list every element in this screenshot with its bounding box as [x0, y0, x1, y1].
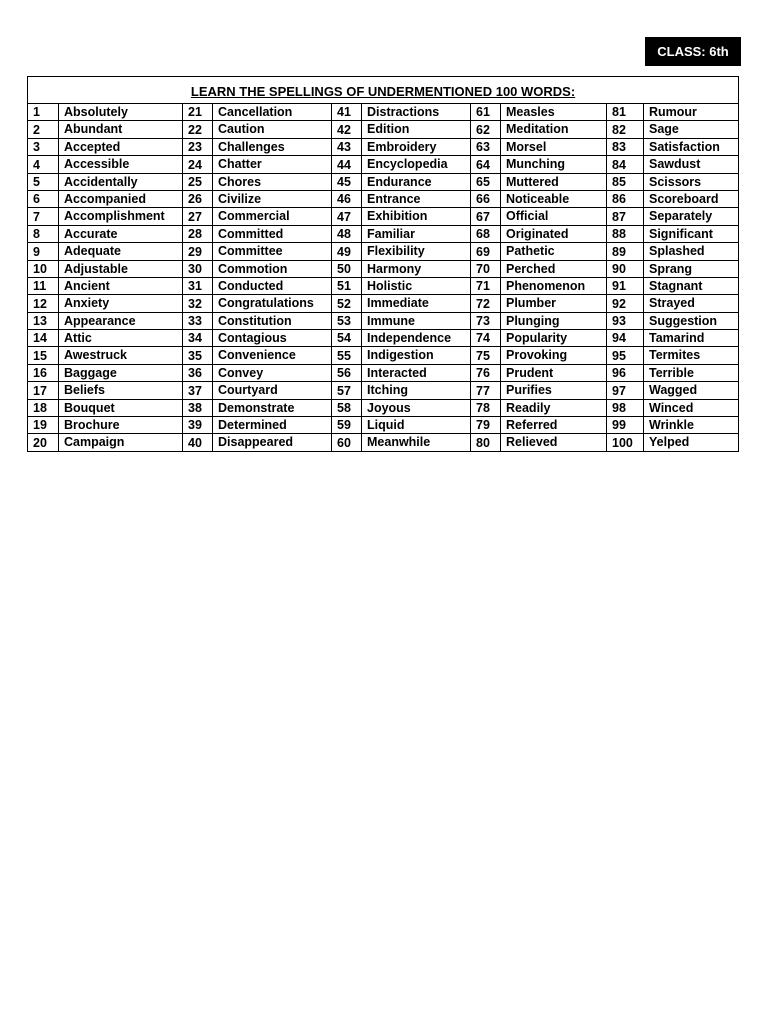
spelling-word: Scoreboard	[644, 190, 739, 207]
word-number: 72	[471, 295, 501, 312]
word-number: 93	[607, 312, 644, 329]
word-number: 17	[28, 382, 59, 399]
word-number: 62	[471, 121, 501, 138]
word-number: 96	[607, 364, 644, 381]
word-number: 22	[183, 121, 213, 138]
spelling-word: Harmony	[362, 260, 471, 277]
word-number: 40	[183, 434, 213, 451]
spelling-word: Exhibition	[362, 208, 471, 225]
word-number: 4	[28, 156, 59, 173]
word-number: 31	[183, 277, 213, 294]
word-number: 13	[28, 312, 59, 329]
word-number: 85	[607, 173, 644, 190]
table-row	[28, 156, 739, 173]
spelling-word: Anxiety	[59, 295, 183, 312]
spelling-words-table	[27, 76, 739, 452]
spelling-word: Prudent	[501, 364, 607, 381]
word-number: 88	[607, 225, 644, 242]
word-number: 52	[332, 295, 362, 312]
spelling-word: Committed	[213, 225, 332, 242]
spelling-word: Absolutely	[59, 104, 183, 121]
word-number: 14	[28, 330, 59, 347]
spelling-word: Measles	[501, 104, 607, 121]
spelling-word: Liquid	[362, 417, 471, 434]
word-number: 33	[183, 312, 213, 329]
word-number: 35	[183, 347, 213, 364]
spelling-word: Indigestion	[362, 347, 471, 364]
word-number: 5	[28, 173, 59, 190]
spelling-word: Referred	[501, 417, 607, 434]
word-number: 2	[28, 121, 59, 138]
table-row	[28, 190, 739, 207]
spelling-word: Phenomenon	[501, 277, 607, 294]
word-number: 97	[607, 382, 644, 399]
spelling-word: Edition	[362, 121, 471, 138]
word-number: 10	[28, 260, 59, 277]
spelling-word: Independence	[362, 330, 471, 347]
spelling-word: Munching	[501, 156, 607, 173]
spelling-word: Convey	[213, 364, 332, 381]
spelling-word: Brochure	[59, 417, 183, 434]
spelling-word: Accurate	[59, 225, 183, 242]
word-number: 39	[183, 417, 213, 434]
word-number: 41	[332, 104, 362, 121]
spelling-word: Conducted	[213, 277, 332, 294]
word-number: 21	[183, 104, 213, 121]
word-number: 80	[471, 434, 501, 451]
spelling-word: Caution	[213, 121, 332, 138]
spelling-word: Plunging	[501, 312, 607, 329]
spelling-word: Encyclopedia	[362, 156, 471, 173]
spelling-word: Commotion	[213, 260, 332, 277]
word-number: 38	[183, 399, 213, 416]
word-number: 77	[471, 382, 501, 399]
word-number: 32	[183, 295, 213, 312]
spelling-word: Abundant	[59, 121, 183, 138]
word-number: 95	[607, 347, 644, 364]
word-number: 60	[332, 434, 362, 451]
spelling-word: Scissors	[644, 173, 739, 190]
spelling-word: Perched	[501, 260, 607, 277]
table-row	[28, 295, 739, 312]
spelling-word: Demonstrate	[213, 399, 332, 416]
word-number: 44	[332, 156, 362, 173]
table-row	[28, 104, 739, 121]
word-number: 82	[607, 121, 644, 138]
spelling-word: Flexibility	[362, 243, 471, 260]
spelling-word: Termites	[644, 347, 739, 364]
word-number: 3	[28, 138, 59, 155]
table-row	[28, 347, 739, 364]
spelling-word: Readily	[501, 399, 607, 416]
spelling-word: Entrance	[362, 190, 471, 207]
table-row	[28, 243, 739, 260]
spelling-word: Determined	[213, 417, 332, 434]
spelling-word: Suggestion	[644, 312, 739, 329]
word-number: 55	[332, 347, 362, 364]
spelling-word: Yelped	[644, 434, 739, 451]
word-number: 54	[332, 330, 362, 347]
spelling-word: Stagnant	[644, 277, 739, 294]
word-number: 46	[332, 190, 362, 207]
spelling-word: Distractions	[362, 104, 471, 121]
word-number: 66	[471, 190, 501, 207]
spelling-word: Congratulations	[213, 295, 332, 312]
spelling-word: Terrible	[644, 364, 739, 381]
word-number: 86	[607, 190, 644, 207]
table-row	[28, 277, 739, 294]
spelling-word: Pathetic	[501, 243, 607, 260]
spelling-word: Interacted	[362, 364, 471, 381]
word-number: 63	[471, 138, 501, 155]
word-number: 87	[607, 208, 644, 225]
word-number: 36	[183, 364, 213, 381]
table-row	[28, 399, 739, 416]
spelling-word: Cancellation	[213, 104, 332, 121]
spelling-word: Meanwhile	[362, 434, 471, 451]
word-number: 26	[183, 190, 213, 207]
spelling-word: Awestruck	[59, 347, 183, 364]
spelling-word: Relieved	[501, 434, 607, 451]
spelling-word: Accompanied	[59, 190, 183, 207]
spelling-word: Splashed	[644, 243, 739, 260]
word-number: 15	[28, 347, 59, 364]
spelling-word: Accepted	[59, 138, 183, 155]
word-number: 37	[183, 382, 213, 399]
word-number: 69	[471, 243, 501, 260]
spelling-word: Constitution	[213, 312, 332, 329]
spelling-word: Holistic	[362, 277, 471, 294]
spelling-word: Accessible	[59, 156, 183, 173]
word-number: 34	[183, 330, 213, 347]
word-number: 81	[607, 104, 644, 121]
word-number: 59	[332, 417, 362, 434]
word-number: 100	[607, 434, 644, 451]
word-number: 48	[332, 225, 362, 242]
word-number: 7	[28, 208, 59, 225]
word-number: 28	[183, 225, 213, 242]
spelling-word: Commercial	[213, 208, 332, 225]
word-number: 68	[471, 225, 501, 242]
spelling-word: Provoking	[501, 347, 607, 364]
word-number: 92	[607, 295, 644, 312]
word-number: 53	[332, 312, 362, 329]
table-title-row	[28, 77, 739, 104]
table-row	[28, 138, 739, 155]
spelling-word: Campaign	[59, 434, 183, 451]
spelling-word: Sawdust	[644, 156, 739, 173]
table-row	[28, 225, 739, 242]
word-number: 98	[607, 399, 644, 416]
word-number: 70	[471, 260, 501, 277]
table-row	[28, 417, 739, 434]
spelling-word: Chatter	[213, 156, 332, 173]
word-number: 11	[28, 277, 59, 294]
table-row	[28, 312, 739, 329]
table-row	[28, 260, 739, 277]
word-number: 25	[183, 173, 213, 190]
spelling-word: Beliefs	[59, 382, 183, 399]
spelling-word: Purifies	[501, 382, 607, 399]
spelling-word: Appearance	[59, 312, 183, 329]
word-number: 65	[471, 173, 501, 190]
spelling-word: Popularity	[501, 330, 607, 347]
spelling-word: Attic	[59, 330, 183, 347]
table-body	[28, 104, 739, 452]
spelling-word: Convenience	[213, 347, 332, 364]
spelling-word: Rumour	[644, 104, 739, 121]
spelling-word: Significant	[644, 225, 739, 242]
word-number: 6	[28, 190, 59, 207]
word-number: 19	[28, 417, 59, 434]
word-number: 64	[471, 156, 501, 173]
spelling-word: Wagged	[644, 382, 739, 399]
spelling-word: Plumber	[501, 295, 607, 312]
word-number: 9	[28, 243, 59, 260]
table-row	[28, 382, 739, 399]
word-number: 49	[332, 243, 362, 260]
table-title: LEARN THE SPELLINGS OF UNDERMENTIONED 100 WORDS:	[28, 77, 739, 104]
word-number: 84	[607, 156, 644, 173]
word-number: 79	[471, 417, 501, 434]
spelling-word: Contagious	[213, 330, 332, 347]
word-number: 94	[607, 330, 644, 347]
table-row	[28, 208, 739, 225]
word-number: 58	[332, 399, 362, 416]
spelling-word: Bouquet	[59, 399, 183, 416]
word-number: 89	[607, 243, 644, 260]
word-number: 50	[332, 260, 362, 277]
spelling-word: Morsel	[501, 138, 607, 155]
spelling-word: Adequate	[59, 243, 183, 260]
spelling-word: Muttered	[501, 173, 607, 190]
spelling-word: Embroidery	[362, 138, 471, 155]
word-number: 18	[28, 399, 59, 416]
spelling-word: Adjustable	[59, 260, 183, 277]
spelling-word: Separately	[644, 208, 739, 225]
spelling-word: Disappeared	[213, 434, 332, 451]
word-number: 30	[183, 260, 213, 277]
word-number: 73	[471, 312, 501, 329]
word-number: 8	[28, 225, 59, 242]
word-number: 75	[471, 347, 501, 364]
spelling-word: Official	[501, 208, 607, 225]
table-row	[28, 434, 739, 451]
spelling-word: Challenges	[213, 138, 332, 155]
word-number: 29	[183, 243, 213, 260]
table-row	[28, 173, 739, 190]
spelling-word: Tamarind	[644, 330, 739, 347]
word-number: 27	[183, 208, 213, 225]
word-number: 1	[28, 104, 59, 121]
word-number: 20	[28, 434, 59, 451]
spelling-word: Noticeable	[501, 190, 607, 207]
spelling-word: Satisfaction	[644, 138, 739, 155]
word-number: 47	[332, 208, 362, 225]
spelling-word: Strayed	[644, 295, 739, 312]
word-number: 42	[332, 121, 362, 138]
spelling-word: Immediate	[362, 295, 471, 312]
spelling-word: Chores	[213, 173, 332, 190]
spelling-word: Immune	[362, 312, 471, 329]
word-number: 91	[607, 277, 644, 294]
word-number: 76	[471, 364, 501, 381]
spelling-word: Endurance	[362, 173, 471, 190]
table-row	[28, 364, 739, 381]
word-number: 61	[471, 104, 501, 121]
spelling-word: Sage	[644, 121, 739, 138]
word-number: 67	[471, 208, 501, 225]
spelling-word: Itching	[362, 382, 471, 399]
word-number: 45	[332, 173, 362, 190]
word-number: 12	[28, 295, 59, 312]
word-number: 57	[332, 382, 362, 399]
word-number: 51	[332, 277, 362, 294]
class-badge: CLASS: 6th	[645, 37, 741, 66]
word-number: 16	[28, 364, 59, 381]
spelling-word: Accidentally	[59, 173, 183, 190]
spelling-word: Originated	[501, 225, 607, 242]
word-number: 71	[471, 277, 501, 294]
table-row	[28, 121, 739, 138]
spelling-word: Courtyard	[213, 382, 332, 399]
spelling-word: Civilize	[213, 190, 332, 207]
spelling-word: Winced	[644, 399, 739, 416]
spelling-word: Accomplishment	[59, 208, 183, 225]
word-number: 56	[332, 364, 362, 381]
word-number: 24	[183, 156, 213, 173]
spelling-word: Committee	[213, 243, 332, 260]
spelling-word: Familiar	[362, 225, 471, 242]
word-number: 43	[332, 138, 362, 155]
word-number: 99	[607, 417, 644, 434]
word-number: 23	[183, 138, 213, 155]
spelling-word: Meditation	[501, 121, 607, 138]
word-number: 90	[607, 260, 644, 277]
word-number: 74	[471, 330, 501, 347]
spelling-word: Baggage	[59, 364, 183, 381]
spelling-word: Wrinkle	[644, 417, 739, 434]
spelling-word: Sprang	[644, 260, 739, 277]
table-row	[28, 330, 739, 347]
spelling-word: Joyous	[362, 399, 471, 416]
word-number: 83	[607, 138, 644, 155]
word-number: 78	[471, 399, 501, 416]
spelling-word: Ancient	[59, 277, 183, 294]
